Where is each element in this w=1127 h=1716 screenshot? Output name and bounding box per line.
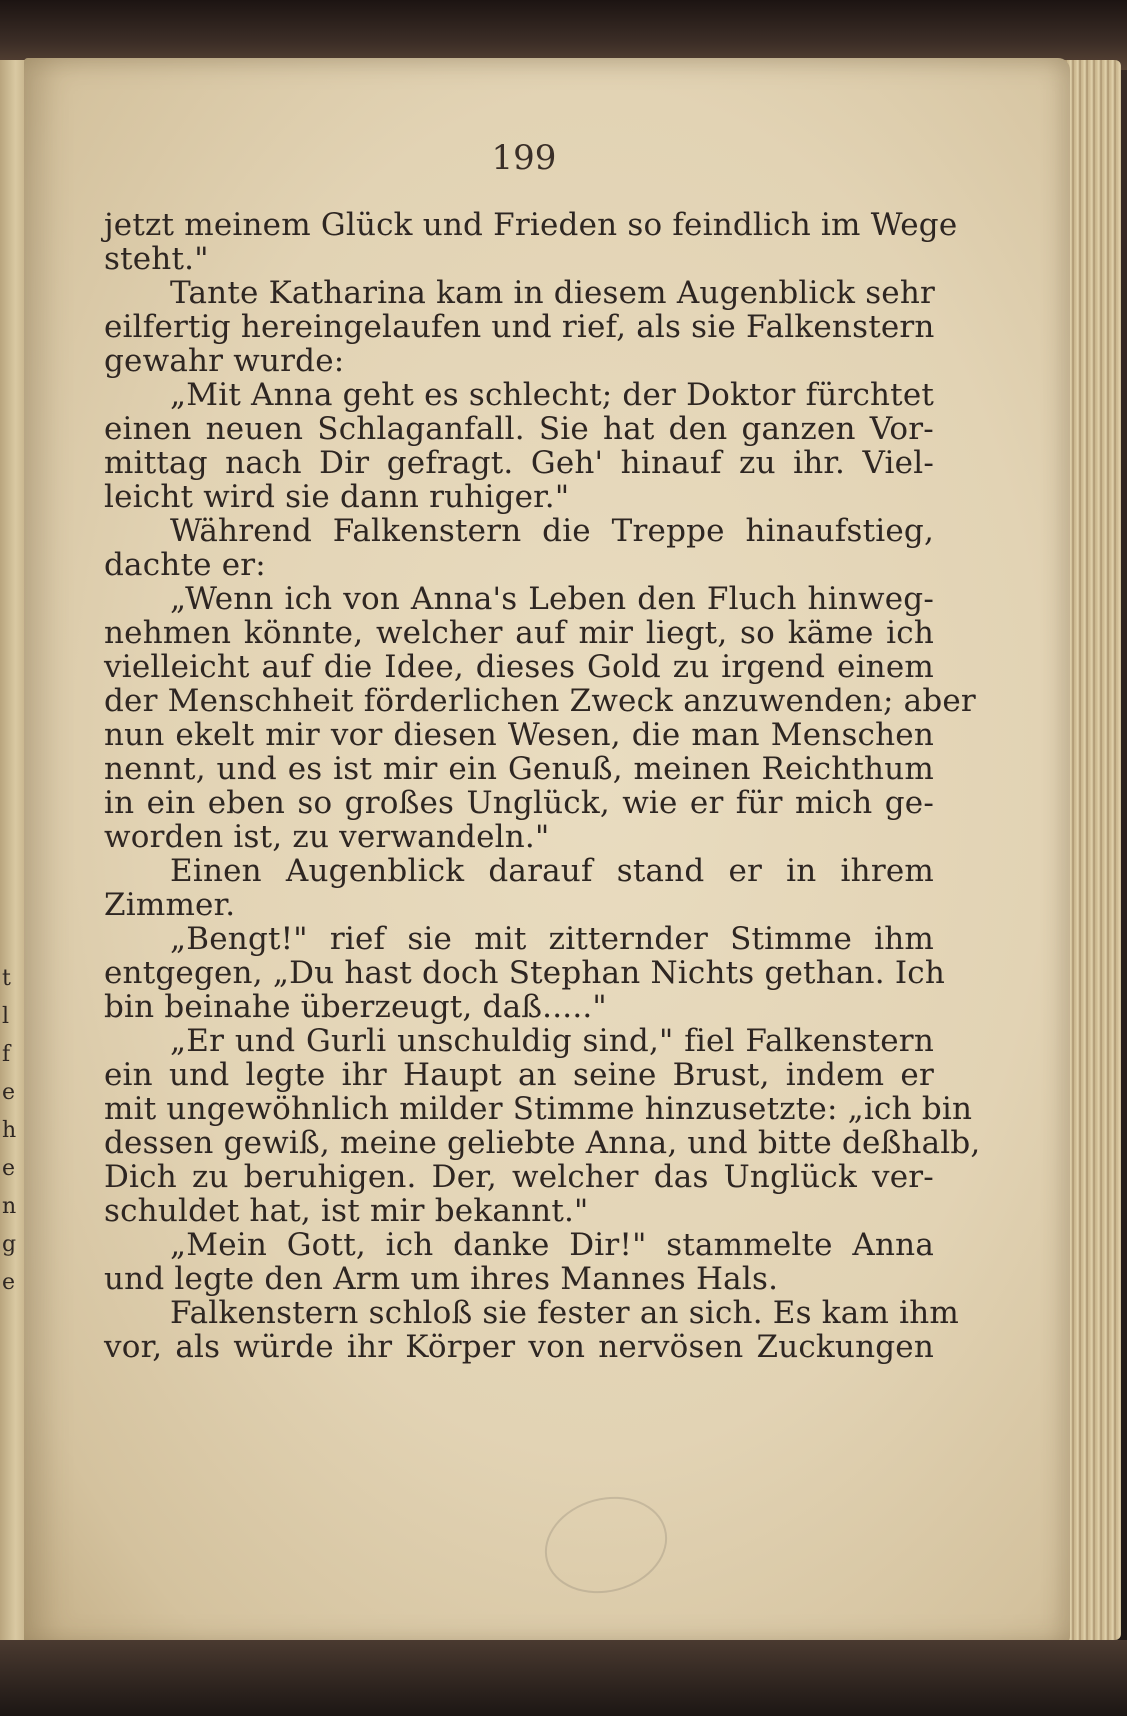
text-line: nennt, und es ist mir ein Genuß, meinen Reichthum xyxy=(104,751,934,787)
text-line: Tante Katharina kam in diesem Augenblick sehr xyxy=(170,275,936,311)
text-line: „Mein Gott, ich danke Dir!" stammelte Anna xyxy=(170,1227,934,1263)
text-line: und legte den Arm um ihres Mannes Hals. xyxy=(104,1261,779,1297)
text-line: dessen gewiß, meine geliebte Anna, und bitte deßhalb, xyxy=(104,1125,981,1161)
text-line: leicht wird sie dann ruhiger." xyxy=(104,479,570,515)
margin-fragment: h xyxy=(2,1118,17,1143)
book-page xyxy=(24,58,1070,1646)
text-line: gewahr wurde: xyxy=(104,343,345,379)
text-line: „Mit Anna geht es schlecht; der Doktor fürchtet xyxy=(170,377,935,413)
text-line: steht." xyxy=(104,241,209,277)
text-line: nehmen könnte, welcher auf mir liegt, so käme ich xyxy=(104,615,934,651)
faint-stamp xyxy=(534,1484,678,1607)
margin-fragment: t xyxy=(2,966,11,991)
text-line: vor, als würde ihr Körper von nervösen Zuckungen xyxy=(104,1329,934,1365)
text-line: Zimmer. xyxy=(104,887,236,923)
text-line: ein und legte ihr Haupt an seine Brust, indem er xyxy=(104,1057,934,1093)
text-line: worden ist, zu verwandeln." xyxy=(104,819,550,855)
text-line: mittag nach Dir gefragt. Geh' hinauf zu ihr. Viel- xyxy=(104,445,934,481)
text-line: dachte er: xyxy=(104,547,266,583)
text-line: in ein eben so großes Unglück, wie er für mich ge- xyxy=(104,785,934,821)
text-line: bin beinahe überzeugt, daß....." xyxy=(104,989,607,1025)
previous-page-fragments xyxy=(2,960,22,1302)
margin-fragment: l xyxy=(2,1004,10,1029)
text-line: eilfertig hereingelaufen und rief, als sie Falkenstern xyxy=(104,309,935,345)
margin-fragment: n xyxy=(2,1194,17,1219)
book-cover-bottom xyxy=(0,1640,1127,1716)
text-line: Falkenstern schloß sie fester an sich. Es kam ihm xyxy=(170,1295,959,1331)
text-line: schuldet hat, ist mir bekannt." xyxy=(104,1193,589,1229)
margin-fragment: g xyxy=(2,1232,17,1257)
page-text xyxy=(104,207,981,1365)
text-line: der Menschheit förderlichen Zweck anzuwenden; aber xyxy=(104,683,976,719)
text-line: nun ekelt mir vor diesen Wesen, die man Menschen xyxy=(104,717,934,753)
text-line: Einen Augenblick darauf stand er in ihrem xyxy=(170,853,934,889)
margin-fragment: e xyxy=(2,1270,16,1295)
margin-fragment: e xyxy=(2,1156,16,1181)
text-line: Dich zu beruhigen. Der, welcher das Unglück ver- xyxy=(104,1159,934,1195)
text-line: „Bengt!" rief sie mit zitternder Stimme ihm xyxy=(170,921,934,957)
text-line: vielleicht auf die Idee, dieses Gold zu irgend einem xyxy=(104,649,934,685)
margin-fragment: e xyxy=(2,1080,16,1105)
text-line: mit ungewöhnlich milder Stimme hinzusetzte: „ich bin xyxy=(104,1091,973,1127)
text-line: „Er und Gurli unschuldig sind," fiel Falkenstern xyxy=(170,1023,934,1059)
page-number: 199 xyxy=(491,138,557,178)
text-line: Während Falkenstern die Treppe hinaufstieg, xyxy=(170,513,934,549)
text-line: „Wenn ich von Anna's Leben den Fluch hinweg- xyxy=(170,581,934,617)
text-line: jetzt meinem Glück und Frieden so feindlich im Wege xyxy=(104,207,958,243)
text-line: einen neuen Schlaganfall. Sie hat den ganzen Vor- xyxy=(104,411,934,447)
text-line: entgegen, „Du hast doch Stephan Nichts gethan. Ich xyxy=(104,955,945,991)
margin-fragment: f xyxy=(2,1042,11,1067)
